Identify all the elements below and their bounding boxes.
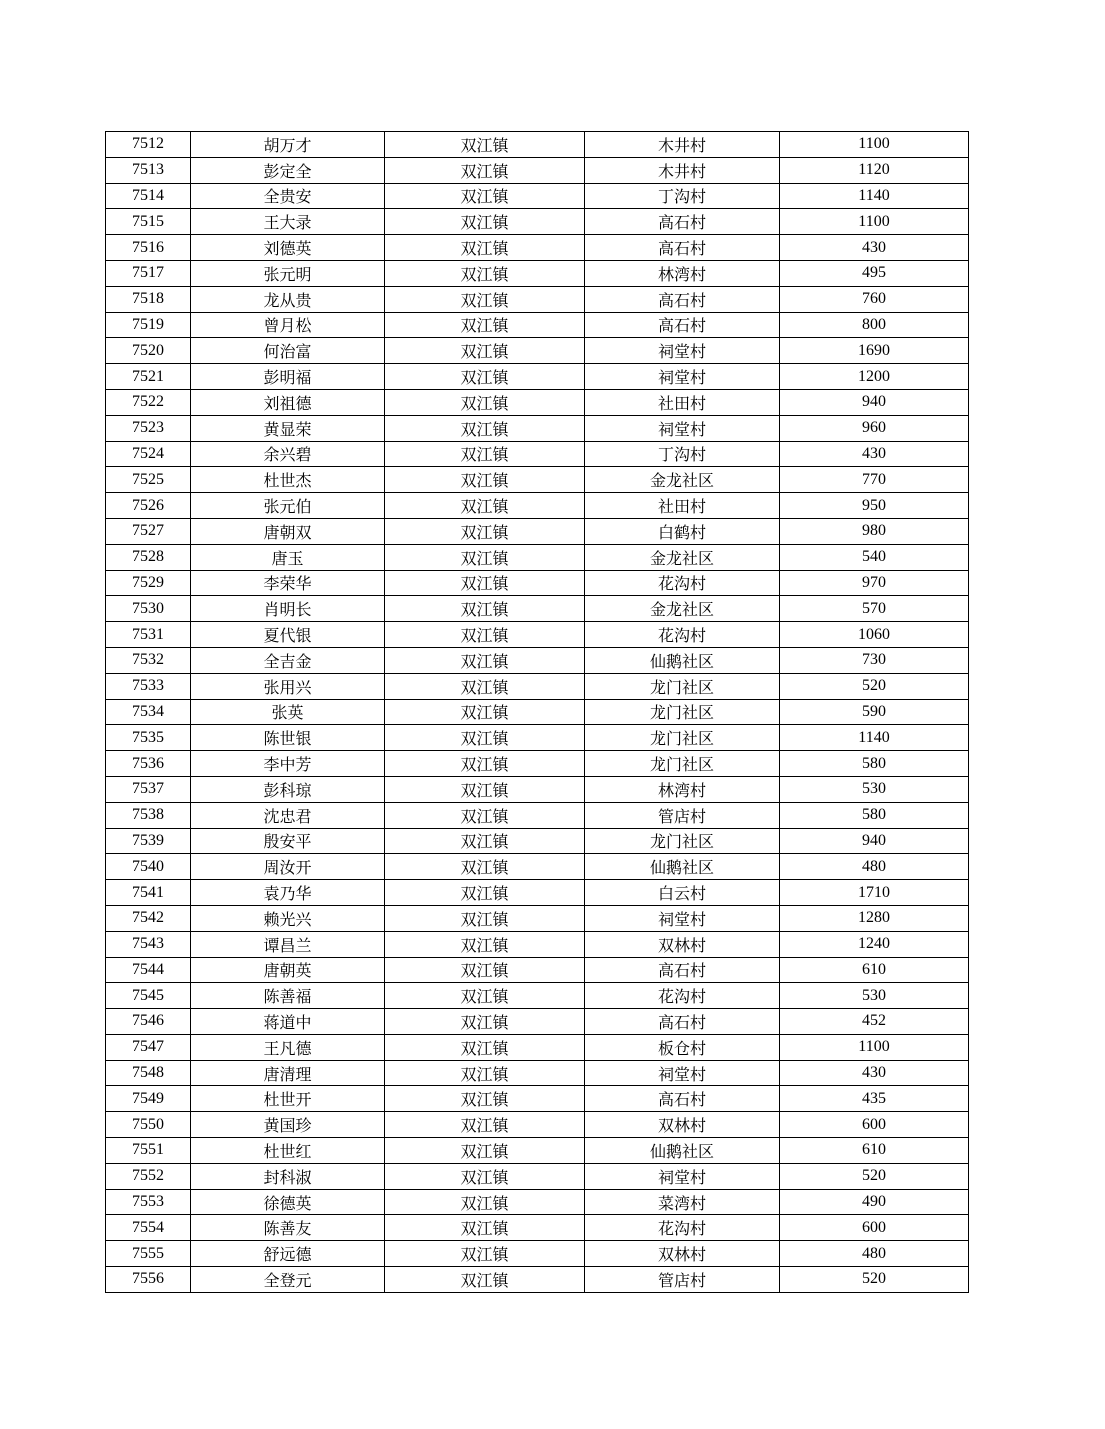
table-cell-village: 白鹤村 [585,518,780,544]
table-cell-amount: 1060 [780,622,969,648]
table-cell-amount: 730 [780,647,969,673]
table-cell-village: 高石村 [585,1086,780,1112]
table-cell-town: 双江镇 [385,854,585,880]
table-cell-town: 双江镇 [385,1138,585,1164]
table-cell-village: 高石村 [585,209,780,235]
table-cell-amount: 960 [780,415,969,441]
table-cell-village: 高石村 [585,1009,780,1035]
table-cell-name: 赖光兴 [191,905,385,931]
table-cell-name: 李荣华 [191,570,385,596]
table-cell-amount: 530 [780,983,969,1009]
table-row [106,209,969,235]
table-cell-amount: 1100 [780,132,969,158]
table-row [106,1163,969,1189]
table-cell-amount: 1690 [780,338,969,364]
table-cell-name: 彭科琼 [191,776,385,802]
table-cell-name: 王凡德 [191,1034,385,1060]
table-cell-village: 丁沟村 [585,441,780,467]
table-row [106,751,969,777]
table-cell-name: 谭昌兰 [191,931,385,957]
table-cell-name: 杜世开 [191,1086,385,1112]
table-cell-id: 7526 [106,493,191,519]
table-cell-id: 7519 [106,312,191,338]
table-cell-id: 7539 [106,828,191,854]
table-cell-village: 龙门社区 [585,673,780,699]
table-row [106,854,969,880]
table-body [106,132,969,1293]
table-cell-town: 双江镇 [385,1060,585,1086]
table-cell-amount: 580 [780,802,969,828]
table-cell-id: 7537 [106,776,191,802]
table-cell-amount: 1240 [780,931,969,957]
table-cell-name: 徐德英 [191,1189,385,1215]
table-cell-name: 刘祖德 [191,389,385,415]
table-cell-name: 彭明福 [191,364,385,390]
table-cell-name: 张元明 [191,260,385,286]
table-cell-amount: 1710 [780,880,969,906]
table-cell-name: 唐玉 [191,544,385,570]
table-cell-amount: 760 [780,286,969,312]
table-cell-amount: 530 [780,776,969,802]
table-cell-name: 张英 [191,699,385,725]
table-cell-town: 双江镇 [385,441,585,467]
table-cell-village: 金龙社区 [585,544,780,570]
table-cell-amount: 600 [780,1112,969,1138]
table-cell-town: 双江镇 [385,235,585,261]
table-row [106,725,969,751]
table-cell-town: 双江镇 [385,673,585,699]
table-cell-town: 双江镇 [385,725,585,751]
table-row [106,1034,969,1060]
table-cell-town: 双江镇 [385,493,585,519]
table-row [106,389,969,415]
table-cell-town: 双江镇 [385,1163,585,1189]
table-cell-amount: 570 [780,596,969,622]
table-cell-town: 双江镇 [385,776,585,802]
table-cell-amount: 430 [780,235,969,261]
table-cell-name: 黄国珍 [191,1112,385,1138]
table-cell-id: 7540 [106,854,191,880]
table-cell-town: 双江镇 [385,1009,585,1035]
table-cell-town: 双江镇 [385,389,585,415]
table-cell-id: 7538 [106,802,191,828]
table-cell-name: 封科淑 [191,1163,385,1189]
table-cell-amount: 1140 [780,725,969,751]
table-cell-amount: 770 [780,467,969,493]
table-row [106,132,969,158]
table-cell-town: 双江镇 [385,570,585,596]
table-cell-village: 金龙社区 [585,596,780,622]
table-cell-town: 双江镇 [385,312,585,338]
table-cell-village: 龙门社区 [585,725,780,751]
records-table [105,131,969,1293]
table-cell-town: 双江镇 [385,467,585,493]
table-cell-village: 管店村 [585,1267,780,1293]
table-cell-id: 7534 [106,699,191,725]
table-row [106,1267,969,1293]
table-cell-amount: 580 [780,751,969,777]
table-row [106,983,969,1009]
table-row [106,1009,969,1035]
table-cell-name: 唐朝双 [191,518,385,544]
table-cell-town: 双江镇 [385,1112,585,1138]
table-cell-town: 双江镇 [385,1215,585,1241]
table-cell-village: 花沟村 [585,1215,780,1241]
table-cell-id: 7523 [106,415,191,441]
table-cell-town: 双江镇 [385,647,585,673]
table-cell-village: 丁沟村 [585,183,780,209]
table-cell-amount: 980 [780,518,969,544]
table-cell-amount: 1280 [780,905,969,931]
table-row [106,183,969,209]
table-cell-town: 双江镇 [385,802,585,828]
table-cell-name: 舒远德 [191,1241,385,1267]
table-cell-id: 7522 [106,389,191,415]
table-cell-village: 双林村 [585,931,780,957]
table-row [106,931,969,957]
table-cell-id: 7533 [106,673,191,699]
table-row [106,415,969,441]
table-cell-town: 双江镇 [385,209,585,235]
table-cell-town: 双江镇 [385,880,585,906]
table-cell-id: 7547 [106,1034,191,1060]
table-cell-name: 唐清理 [191,1060,385,1086]
table-row [106,699,969,725]
table-cell-name: 陈世银 [191,725,385,751]
table-row [106,338,969,364]
table-row [106,157,969,183]
table-cell-town: 双江镇 [385,699,585,725]
table-cell-town: 双江镇 [385,622,585,648]
table-cell-id: 7528 [106,544,191,570]
table-cell-town: 双江镇 [385,957,585,983]
table-cell-name: 刘德英 [191,235,385,261]
table-cell-id: 7518 [106,286,191,312]
table-row [106,673,969,699]
table-cell-id: 7520 [106,338,191,364]
table-cell-name: 李中芳 [191,751,385,777]
table-cell-village: 祠堂村 [585,415,780,441]
table-cell-amount: 950 [780,493,969,519]
table-cell-town: 双江镇 [385,1241,585,1267]
table-row [106,880,969,906]
table-cell-village: 板仓村 [585,1034,780,1060]
table-cell-id: 7542 [106,905,191,931]
table-cell-amount: 600 [780,1215,969,1241]
table-cell-name: 陈善福 [191,983,385,1009]
table-cell-village: 林湾村 [585,260,780,286]
table-cell-name: 陈善友 [191,1215,385,1241]
table-cell-id: 7554 [106,1215,191,1241]
table-cell-village: 金龙社区 [585,467,780,493]
table-row [106,286,969,312]
table-cell-town: 双江镇 [385,1267,585,1293]
table-cell-id: 7546 [106,1009,191,1035]
table-cell-village: 祠堂村 [585,1060,780,1086]
table-cell-id: 7527 [106,518,191,544]
table-cell-town: 双江镇 [385,931,585,957]
table-cell-village: 花沟村 [585,570,780,596]
table-cell-name: 杜世杰 [191,467,385,493]
table-row [106,260,969,286]
table-row [106,802,969,828]
table-cell-town: 双江镇 [385,286,585,312]
table-cell-amount: 495 [780,260,969,286]
table-cell-id: 7535 [106,725,191,751]
table-cell-id: 7543 [106,931,191,957]
table-cell-village: 花沟村 [585,983,780,1009]
table-cell-amount: 610 [780,957,969,983]
table-cell-id: 7515 [106,209,191,235]
table-cell-village: 白云村 [585,880,780,906]
table-cell-amount: 970 [780,570,969,596]
table-cell-id: 7525 [106,467,191,493]
table-cell-id: 7548 [106,1060,191,1086]
table-cell-village: 高石村 [585,957,780,983]
table-row [106,467,969,493]
table-cell-village: 高石村 [585,286,780,312]
table-cell-town: 双江镇 [385,338,585,364]
table-cell-town: 双江镇 [385,415,585,441]
table-cell-amount: 480 [780,854,969,880]
table-cell-amount: 480 [780,1241,969,1267]
table-cell-village: 林湾村 [585,776,780,802]
table-cell-name: 张用兴 [191,673,385,699]
table-cell-amount: 520 [780,1163,969,1189]
table-cell-id: 7550 [106,1112,191,1138]
table-cell-amount: 520 [780,1267,969,1293]
table-cell-name: 肖明长 [191,596,385,622]
table-row [106,1189,969,1215]
table-cell-village: 木井村 [585,157,780,183]
table-cell-name: 何治富 [191,338,385,364]
table-cell-name: 曾月松 [191,312,385,338]
table-cell-name: 全吉金 [191,647,385,673]
table-cell-name: 唐朝英 [191,957,385,983]
table-cell-amount: 435 [780,1086,969,1112]
table-row [106,1060,969,1086]
table-cell-town: 双江镇 [385,983,585,1009]
table-cell-id: 7556 [106,1267,191,1293]
table-cell-amount: 590 [780,699,969,725]
table-cell-village: 菜湾村 [585,1189,780,1215]
table-row [106,622,969,648]
table-cell-village: 双林村 [585,1112,780,1138]
table-cell-village: 管店村 [585,802,780,828]
table-cell-village: 仙鹅社区 [585,647,780,673]
table-cell-village: 祠堂村 [585,1163,780,1189]
table-row [106,1241,969,1267]
table-row [106,1086,969,1112]
table-cell-name: 沈忠君 [191,802,385,828]
table-cell-town: 双江镇 [385,596,585,622]
table-cell-amount: 430 [780,1060,969,1086]
table-row [106,235,969,261]
table-cell-village: 龙门社区 [585,751,780,777]
table-cell-village: 龙门社区 [585,699,780,725]
table-cell-id: 7513 [106,157,191,183]
table-cell-village: 祠堂村 [585,905,780,931]
table-cell-name: 全贵安 [191,183,385,209]
table-cell-amount: 1120 [780,157,969,183]
table-cell-id: 7524 [106,441,191,467]
table-row [106,596,969,622]
table-cell-amount: 800 [780,312,969,338]
table-cell-name: 余兴碧 [191,441,385,467]
table-cell-id: 7551 [106,1138,191,1164]
table-cell-id: 7536 [106,751,191,777]
table-cell-town: 双江镇 [385,183,585,209]
table-cell-id: 7544 [106,957,191,983]
table-cell-town: 双江镇 [385,518,585,544]
table-cell-name: 胡万才 [191,132,385,158]
table-row [106,905,969,931]
table-cell-id: 7553 [106,1189,191,1215]
table-row [106,544,969,570]
table-row [106,957,969,983]
table-cell-id: 7532 [106,647,191,673]
table-row [106,312,969,338]
table-cell-name: 黄显荣 [191,415,385,441]
table-cell-amount: 540 [780,544,969,570]
table-row [106,570,969,596]
table-cell-name: 杜世红 [191,1138,385,1164]
table-cell-amount: 430 [780,441,969,467]
table-cell-id: 7517 [106,260,191,286]
table-cell-id: 7541 [106,880,191,906]
table-cell-village: 仙鹅社区 [585,1138,780,1164]
table-cell-name: 蒋道中 [191,1009,385,1035]
table-cell-town: 双江镇 [385,828,585,854]
table-row [106,1112,969,1138]
table-cell-village: 社田村 [585,493,780,519]
table-cell-name: 全登元 [191,1267,385,1293]
table-cell-village: 祠堂村 [585,364,780,390]
table-cell-village: 花沟村 [585,622,780,648]
table-cell-id: 7531 [106,622,191,648]
table-cell-id: 7549 [106,1086,191,1112]
table-row [106,647,969,673]
table-cell-name: 彭定全 [191,157,385,183]
table-cell-town: 双江镇 [385,905,585,931]
table-cell-village: 社田村 [585,389,780,415]
table-cell-town: 双江镇 [385,1086,585,1112]
table-cell-village: 龙门社区 [585,828,780,854]
table-cell-town: 双江镇 [385,157,585,183]
table-cell-name: 王大录 [191,209,385,235]
table-row [106,1215,969,1241]
table-cell-village: 高石村 [585,235,780,261]
table-cell-id: 7512 [106,132,191,158]
table-cell-town: 双江镇 [385,364,585,390]
table-cell-village: 仙鹅社区 [585,854,780,880]
table-cell-id: 7552 [106,1163,191,1189]
table-cell-id: 7529 [106,570,191,596]
table-cell-name: 夏代银 [191,622,385,648]
table-cell-name: 周汝开 [191,854,385,880]
table-cell-town: 双江镇 [385,260,585,286]
table-cell-amount: 1140 [780,183,969,209]
table-cell-name: 龙从贵 [191,286,385,312]
table-cell-amount: 490 [780,1189,969,1215]
table-cell-id: 7514 [106,183,191,209]
table-cell-village: 祠堂村 [585,338,780,364]
table-cell-town: 双江镇 [385,132,585,158]
table-cell-id: 7521 [106,364,191,390]
table-cell-village: 双林村 [585,1241,780,1267]
table-cell-village: 木井村 [585,132,780,158]
table-cell-id: 7516 [106,235,191,261]
table-row [106,493,969,519]
table-cell-town: 双江镇 [385,1189,585,1215]
table-cell-name: 袁乃华 [191,880,385,906]
table-cell-amount: 1200 [780,364,969,390]
table-cell-town: 双江镇 [385,751,585,777]
table-cell-amount: 452 [780,1009,969,1035]
table-cell-name: 殷安平 [191,828,385,854]
table-cell-name: 张元伯 [191,493,385,519]
table-cell-town: 双江镇 [385,544,585,570]
table-cell-amount: 1100 [780,209,969,235]
table-cell-amount: 610 [780,1138,969,1164]
table-cell-id: 7530 [106,596,191,622]
table-row [106,828,969,854]
table-cell-amount: 940 [780,389,969,415]
table-cell-amount: 1100 [780,1034,969,1060]
table-row [106,1138,969,1164]
table-row [106,776,969,802]
table-cell-village: 高石村 [585,312,780,338]
table-row [106,518,969,544]
table-cell-id: 7555 [106,1241,191,1267]
table-row [106,441,969,467]
table-cell-amount: 940 [780,828,969,854]
table-cell-id: 7545 [106,983,191,1009]
table-cell-town: 双江镇 [385,1034,585,1060]
table-cell-amount: 520 [780,673,969,699]
table-row [106,364,969,390]
